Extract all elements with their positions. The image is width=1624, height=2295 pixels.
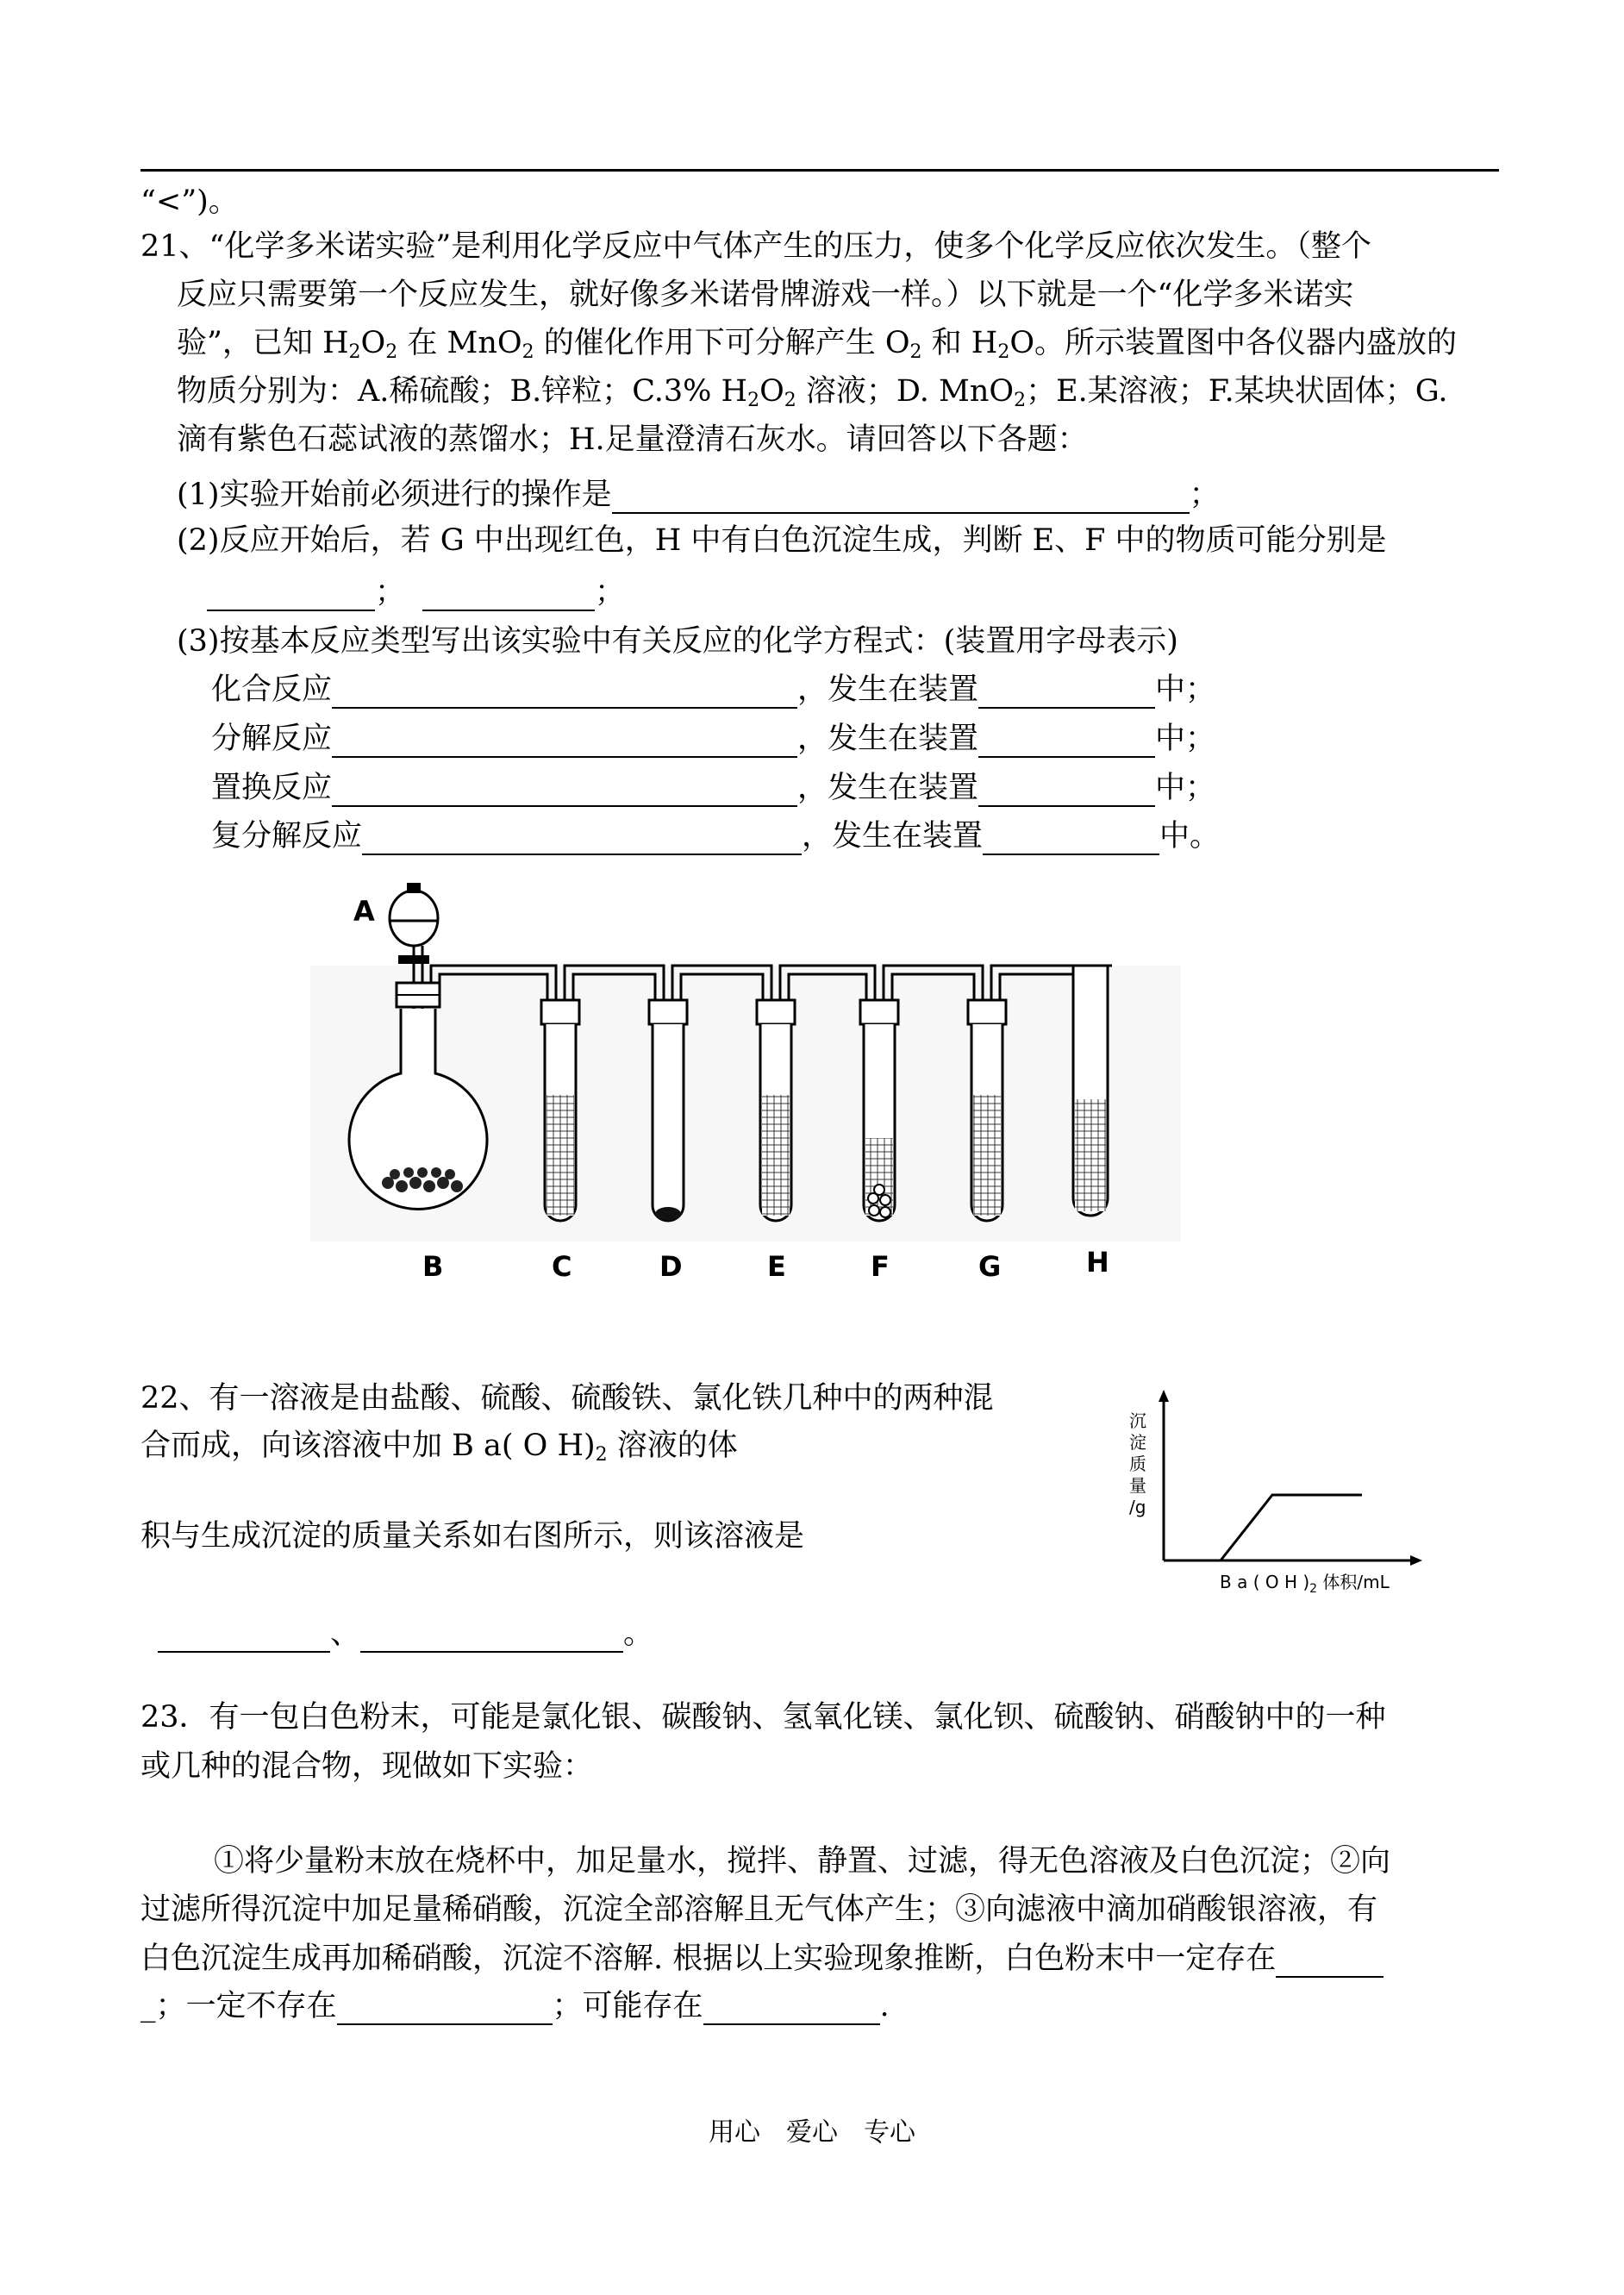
- answer-blank[interactable]: [612, 483, 1190, 514]
- stopper: [757, 1000, 795, 1024]
- liquid: [973, 1095, 1001, 1216]
- svg-text:淀: 淀: [1129, 1432, 1146, 1453]
- stopper: [860, 1000, 898, 1024]
- equation-blank[interactable]: [332, 727, 797, 758]
- answer-blank[interactable]: [337, 1994, 553, 2025]
- device-blank[interactable]: [978, 678, 1155, 709]
- answer-blank[interactable]: [207, 580, 375, 611]
- answer-blank[interactable]: [1276, 1947, 1384, 1978]
- precipitate-graph: [1112, 1388, 1440, 1595]
- solid-lump: [869, 1205, 879, 1216]
- q21-part2-blanks: ； ；: [207, 573, 625, 611]
- equation-blank[interactable]: [362, 824, 802, 855]
- device-blank[interactable]: [978, 727, 1155, 758]
- reaction-row: 分解反应 ，发生在装置 中；: [211, 722, 1216, 756]
- q20-tail: “<”)。: [141, 184, 239, 219]
- answer-blank[interactable]: [422, 580, 595, 611]
- stopper: [968, 1000, 1006, 1024]
- svg-text:沉: 沉: [1129, 1410, 1146, 1431]
- equation-blank[interactable]: [332, 776, 797, 807]
- q21-part1: (1)实验开始前必须进行的操作是 ；: [177, 478, 1220, 512]
- label-a: A: [353, 895, 375, 928]
- graph-xlabel: B a ( O H )$_2$ 体积/mL: [1220, 1572, 1390, 1595]
- answer-blank[interactable]: [703, 1994, 880, 2025]
- q21-part2: (2)反应开始后，若 G 中出现红色，H 中有白色沉淀生成，判断 E、F 中的物质可能分别是: [177, 523, 1387, 558]
- q21-line5: 滴有紫色石蕊试液的蒸馏水；H.足量澄清石灰水。请回答以下各题：: [177, 422, 1088, 457]
- q23-line4: 过滤所得沉淀中加足量稀硝酸，沉淀全部溶解且无气体产生；③向滤液中滴加硝酸银溶液，有: [141, 1892, 1378, 1927]
- q21-line3: 验”，已知 $H_2O_2$ 在 MnO$_2$ 的催化作用下可分解产生 $O_2$ 和 $H_2O$。所示装置图中各仪器内盛放的: [177, 326, 1458, 363]
- device-blank[interactable]: [983, 824, 1159, 855]
- top-rule: [141, 169, 1499, 172]
- q22-blanks: 、 。: [158, 1615, 653, 1653]
- solid-lump: [880, 1207, 890, 1217]
- solid-lump: [880, 1195, 890, 1205]
- label-d: D: [659, 1250, 683, 1283]
- q23-line3: ①将少量粉末放在烧杯中，加足量水，搅拌、静置、过滤，得无色溶液及白色沉淀；②向: [214, 1844, 1391, 1879]
- label-b: B: [422, 1250, 444, 1283]
- device-blank[interactable]: [978, 776, 1155, 807]
- test-tube: [653, 1024, 684, 1221]
- footer: 用心 爱心 专心: [709, 2117, 915, 2148]
- answer-blank[interactable]: [158, 1622, 330, 1653]
- q23-line2: 或几种的混合物，现做如下实验：: [141, 1749, 594, 1784]
- label-c: C: [552, 1250, 572, 1283]
- solid-lump: [874, 1185, 884, 1195]
- q21-line1: 21、“化学多米诺实验”是利用化学反应中气体产生的压力，使多个化学反应依次发生。（整个: [141, 229, 1371, 264]
- liquid: [547, 1095, 574, 1216]
- label-f: F: [871, 1250, 890, 1283]
- stopper: [541, 1000, 579, 1024]
- answer-blank[interactable]: [360, 1622, 623, 1653]
- q23-line6: _；一定不存在 ；可能存在 .: [141, 1989, 890, 2023]
- equation-blank[interactable]: [332, 678, 797, 709]
- label-e: E: [767, 1250, 786, 1283]
- q22-line1: 22、有一溶液是由盐酸、硫酸、硫酸铁、氯化铁几种中的两种混: [141, 1381, 994, 1416]
- powder: [655, 1207, 681, 1221]
- svg-text:/g: /g: [1129, 1497, 1146, 1517]
- q23-line1: 23．有一包白色粉末，可能是氯化银、碳酸钠、氢氧化镁、氯化钡、硫酸钠、硝酸钠中的一种: [141, 1700, 1386, 1735]
- liquid: [762, 1095, 790, 1216]
- q21-line4: 物质分别为：A.稀硫酸；B.锌粒；C.3% $H_2O_2$ 溶液；D. MnO$_2$；E.某溶液；F.某块状固体；G.: [177, 374, 1448, 411]
- apparatus-diagram: [302, 879, 1215, 1310]
- q21-line2: 反应只需要第一个反应发生，就好像多米诺骨牌游戏一样。）以下就是一个“化学多米诺实: [177, 278, 1354, 312]
- q22-line3: 积与生成沉淀的质量关系如右图所示，则该溶液是: [141, 1519, 805, 1554]
- q21-part3: (3)按基本反应类型写出该实验中有关反应的化学方程式：(装置用字母表示): [177, 624, 1178, 659]
- reaction-row: 复分解反应 ，发生在装置 中。: [211, 819, 1221, 854]
- reaction-row: 化合反应 ，发生在装置 中；: [211, 672, 1216, 707]
- stopper: [649, 1000, 687, 1024]
- svg-text:量: 量: [1129, 1475, 1146, 1496]
- reaction-row: 置换反应 ，发生在装置 中；: [211, 771, 1216, 805]
- q22-line2: 合而成，向该溶液中加 B a( O $H)_2$ 溶液的体: [141, 1429, 738, 1466]
- q23-line5: 白色沉淀生成再加稀硝酸，沉淀不溶解. 根据以上实验现象推断，白色粉末中一定存在: [141, 1940, 1384, 1978]
- label-g: G: [978, 1250, 1002, 1283]
- svg-text:质: 质: [1129, 1454, 1146, 1474]
- label-h: H: [1086, 1246, 1109, 1279]
